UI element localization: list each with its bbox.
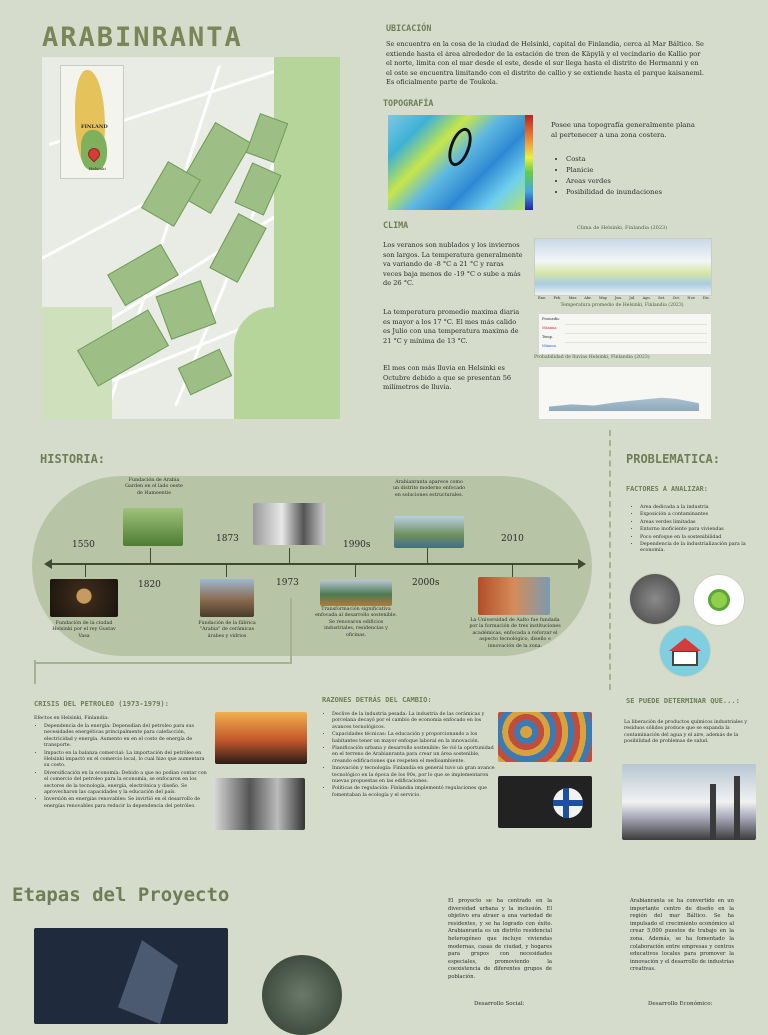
page-title: ARABINRANTA	[42, 22, 243, 53]
table-row-label: Temp.	[542, 335, 554, 339]
year-2010: 2010	[501, 534, 524, 544]
list-item: • Capacidades técnicas: La educación y proporcionando a los habitantes tener un mayor enfoque laboral en la innovación.	[332, 732, 500, 745]
climate-chart	[534, 238, 712, 296]
list-item: • Areas verdes limitadas	[640, 520, 768, 526]
month-label: May.	[598, 296, 608, 300]
event-2000-text: Arabianranta aparece como un distrito moderno enfocado en soluciones estructurales.	[392, 480, 466, 498]
month-label: Mar.	[568, 296, 577, 300]
month-label: Abr.	[584, 296, 592, 300]
list-item: • Declive de la industria pesada: La industria de las cerámicas y porcelana decayó por el cambio de economía enfocado en los avances tecnológicos.	[332, 712, 500, 731]
determinar-text: La liberación de productos químicos industriales y residuos sólidos produce que se expanda la contaminación del agua y el aire, además de la posibilidad de problemas de salud.	[624, 720, 748, 745]
factores-list	[630, 505, 768, 556]
historia-heading: HISTORIA:	[40, 452, 106, 466]
aalto-university-photo	[478, 577, 550, 615]
elevation-scale	[525, 115, 533, 210]
ubicacion-text: Se encuentra en la cosa de la ciudad de Helsinki, capital de Finlandia, cerca al Mar Báltico. Se extiende hasta el área alrededor de la estación de tren de Käpylä y el vecindario de Kallio por el norte, limita con el mar desde el este, desde el sur llega hasta el distrito de Hermanni y en el oste se encuentra limitando con el distrito de callio y se extiende hasta el parque kaisaneml. Es oficialmente parte de Toukola.	[386, 40, 704, 87]
list-item: • Innovación y tecnología: Finlandia en general tuvo un gran avance tecnológico en la época de los 90s, por lo que se implementaron nuevas propuestas en las edificaciones.	[332, 766, 500, 785]
recycling-icon	[694, 575, 744, 625]
year-1873: 1873	[216, 534, 239, 544]
event-1550-text: Fundación de la ciudad Helsinki por el rey Gustav Vasa	[52, 621, 116, 639]
waterfront-photo	[320, 580, 392, 606]
chart2-title: Temperatura promedio de Helsinki, Finlandia (2023)	[560, 303, 684, 308]
garden-photo	[123, 508, 183, 546]
crisis-intro: Efectos en Helsinki, Finlandia:	[34, 716, 109, 721]
technology-flag-photo	[498, 776, 592, 828]
month-label: Set.	[658, 296, 666, 300]
razones-heading: RAZONES DETRÁS DEL CAMBIO:	[322, 696, 432, 704]
event-1820-text: Fundación de Arabia Garden en el lado oeste de Hameentie	[125, 478, 183, 496]
list-item: • Políticas de regulación: Finlandia implementó regulaciones que fomentaban la ecología y el servicio.	[332, 786, 500, 799]
eco-label: Desarrollo Económico:	[648, 1001, 713, 1007]
year-1820: 1820	[138, 580, 161, 590]
year-2000s: 2000s	[412, 578, 440, 588]
list-item: • Posibilidad de inundaciones	[566, 187, 706, 197]
topography-heatmap	[388, 115, 533, 210]
project-aerial-photo	[262, 955, 342, 1035]
etapas-heading: Etapas del Proyecto	[12, 884, 230, 906]
list-item: • Costa	[566, 154, 706, 164]
clima-p1: Los veranos son nublados y los inviernos son largos. La temperatura generalmente va variando de -8 °C a 21 °C y raras veces baja menos de -19 °C o sube a más de 26 °C.	[383, 241, 523, 288]
house-icon	[660, 626, 710, 676]
month-label: Feb.	[553, 296, 562, 300]
year-1973: 1973	[276, 578, 299, 588]
arabia-factory-photo	[253, 503, 325, 545]
month-label: Nov.	[687, 296, 696, 300]
clima-p3: El mes con más lluvia en Helsinki es Octubre debido a que se presentan 56 milímetros de lluvia.	[383, 364, 512, 392]
month-label: Dic.	[702, 296, 710, 300]
month-label: Ene.	[538, 296, 547, 300]
oil-pumps-photo	[215, 712, 307, 764]
clima-heading: CLIMA	[383, 220, 409, 230]
section-divider	[609, 430, 611, 690]
crisis-list	[34, 724, 210, 811]
inset-city-label: Helsinki	[89, 166, 106, 171]
year-1550: 1550	[72, 540, 95, 550]
list-item: • Area dedicada a la industria	[640, 505, 768, 511]
topografia-intro: Posee una topografía generalmente plana al pertenecer a una zona costera.	[551, 121, 695, 139]
gas-station-photo	[213, 778, 305, 830]
project-site-map	[34, 928, 228, 1024]
list-item: • Dependencia de la industrialización para la economía.	[640, 542, 768, 555]
ubicacion-heading: UBICACIÓN	[386, 23, 432, 33]
timeline-arrow-left	[44, 559, 52, 569]
razones-list	[322, 712, 500, 800]
month-label: Jul.	[629, 296, 636, 300]
rain-chart	[538, 366, 712, 420]
pollution-smokestacks-photo	[622, 764, 756, 840]
clima-p2: La temperatura promedio maxima diaria es mayor a los 17 °C. El mes más calido es Julio con una temperatura maxima de 21 °C y mínima de 13 °C.	[383, 308, 520, 345]
list-item: • Planificación urbana y desarrollo sostenible: Se vió la oportunidad en el terreno de Arabianranta para crear un área sostenible, creando edificaciones que respeten el medioambiente.	[332, 746, 500, 765]
topografia-list	[556, 154, 706, 198]
month-label: Ago.	[642, 296, 651, 300]
month-label: Jun.	[614, 296, 622, 300]
list-item: • Areas verdes	[566, 176, 706, 186]
topografia-heading: TOPOGRAFÍA	[383, 98, 434, 108]
crisis-heading: CRISIS DEL PETROLEO (1973-1979):	[34, 700, 169, 708]
table-row-label: Máxima	[542, 326, 557, 330]
list-item: • Poco enfoque en la sostenibilidad	[640, 535, 768, 541]
industry-icon	[630, 574, 680, 624]
list-item: • Planicie	[566, 165, 706, 175]
month-label: Oct.	[672, 296, 681, 300]
list-item: • Diversificación en la economía: Debido a que no podían contar con el comercio del petroleo para la economía, se enfocaron en los sectores de la tecnología, energía, electrónica y diseño. Se aprovecharon las capacidades y la educación del país.	[44, 771, 210, 797]
event-1873-text: Fundación de la fábrica "Arabia" de cerámicas árabes y vidrios	[198, 621, 256, 639]
timeline-line	[50, 563, 580, 565]
climate-months	[538, 296, 710, 300]
district-aerial-photo	[394, 516, 464, 548]
temperature-table	[538, 313, 712, 355]
list-item: • Impacto en la balanza comercial: La importación del petróleo en Helsinki impactó en el comercio local, lo cual hizo que aumentara su costo.	[44, 751, 210, 770]
list-item: • Entorno inoficiente para viviendas	[640, 527, 768, 533]
list-item: • Inversión en energías renovables: Se invirtió en el desarrollo de energías renovables para reducir la dependencia del petróleo.	[44, 797, 210, 810]
year-1990s: 1990s	[343, 540, 371, 550]
event-2010-text: La Universidad de Aalto fue fundada por la formación de tres instituciones académicas, enfocada a reforzar el aspecto tecnológico, diseño e innovación de la zona.	[469, 618, 561, 649]
finland-inset-map	[60, 65, 124, 179]
social-text: El proyecto se ha centrado en la diversidad urbana y la inclusión. El objetivo era atraer a una variedad de residentes, y se ha logrado con éxito. Arabianranta es un distrito residencial heterogéneo que incluye viviendas modernas, casas de ciudad, y hogares para grupos con necesidades especiales, promoviendo la coexistencia de diferentes grupos de población.	[448, 898, 552, 980]
determinar-heading: SE PUEDE DETERMINAR QUE...:	[626, 697, 740, 705]
factores-heading: FACTORES A ANALIZAR:	[626, 485, 708, 493]
inset-country-label: FINLAND	[81, 124, 108, 130]
social-label: Desarrollo Social:	[474, 1001, 525, 1007]
chart1-title: Clima de Helsinki, Finlandia (2023)	[576, 225, 668, 231]
list-item: • Exposición a contaminantes	[640, 512, 768, 518]
ceramics-photo	[498, 712, 592, 762]
eco-text: Arabianranta se ha convertido en un importante centro de diseño en la región del mar Báltico. Se ha impulsado el crecimiento económico al crear 5,000 puestos de trabajo en la zona. Además, se ha fomentado la colaboración entre empresas y centros educativos locales para promover la innovación y el desarrollo de industrias creativas.	[630, 898, 734, 973]
list-item: • Dependencia de la energía: Depensdían del petroleo para sus necesidades energéticas principalmente para calefacción, electricidad y energía. Aumento en en el costo de energía de transporte.	[44, 724, 210, 750]
table-row-label: Promedio	[542, 317, 560, 321]
event-1990-text: Transformación significativa enfocada al desarrollo sostenible. Se renovaron edificios industriales, residencias y oficinas.	[315, 607, 397, 638]
timeline-arrow-right	[578, 559, 586, 569]
crisis-connector	[34, 598, 292, 664]
chart3-title: Probabilidad de lluvias Helsinki, Finlandia (2023)	[534, 355, 650, 360]
problematica-heading: PROBLEMATICA:	[626, 452, 720, 466]
table-row-label: Mínima	[542, 344, 556, 348]
highlight-outline	[444, 125, 476, 169]
district-map	[42, 57, 340, 419]
